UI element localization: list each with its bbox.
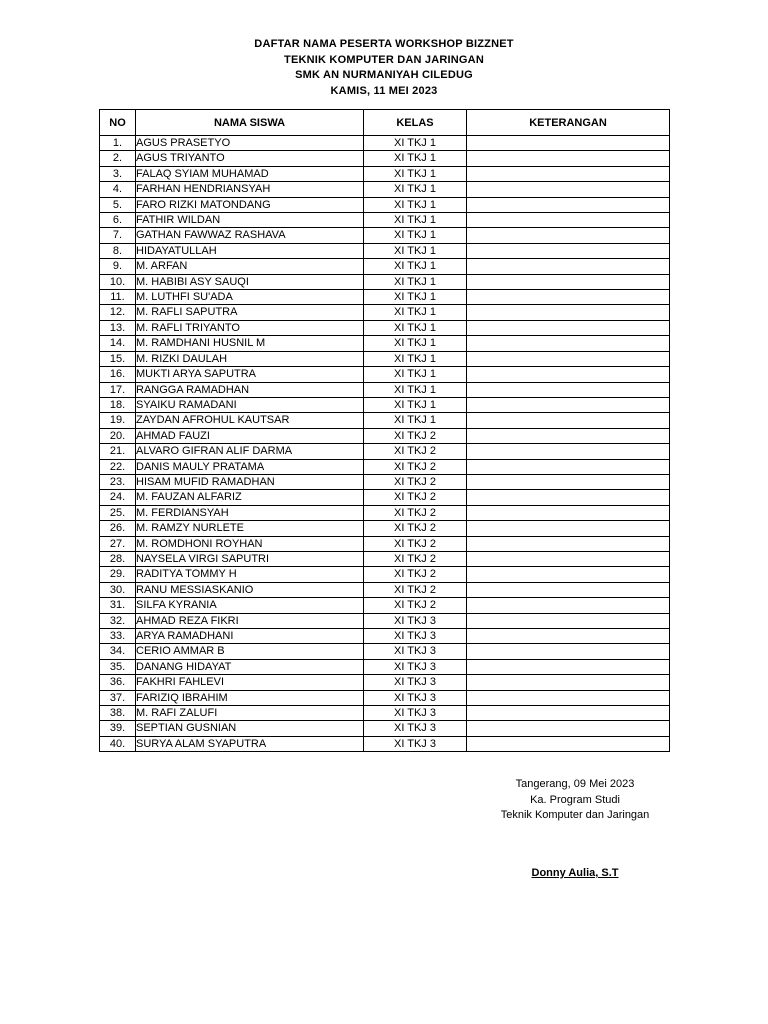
row-number: 13. <box>100 320 136 335</box>
table-row <box>100 336 670 351</box>
table-row <box>100 505 670 520</box>
student-class: XI TKJ 1 <box>364 243 467 258</box>
student-name: MUKTI ARYA SAPUTRA <box>136 367 364 382</box>
table-row <box>100 136 670 151</box>
signature-department: Teknik Komputer dan Jaringan <box>500 809 650 821</box>
row-number: 36. <box>100 675 136 690</box>
row-number: 31. <box>100 598 136 613</box>
table-row <box>100 521 670 536</box>
student-note <box>467 367 670 382</box>
student-class: XI TKJ 1 <box>364 274 467 289</box>
row-number: 9. <box>100 259 136 274</box>
table-row <box>100 290 670 305</box>
table-row <box>100 474 670 489</box>
student-note <box>467 274 670 289</box>
student-note <box>467 490 670 505</box>
student-class: XI TKJ 1 <box>364 351 467 366</box>
table-row <box>100 428 670 443</box>
table-row <box>100 259 670 274</box>
table-row <box>100 320 670 335</box>
row-number: 37. <box>100 690 136 705</box>
student-note <box>467 351 670 366</box>
school-name: SMK AN NURMANIYAH CILEDUG <box>295 69 473 81</box>
student-note <box>467 336 670 351</box>
student-name: M. RIZKI DAULAH <box>136 351 364 366</box>
row-number: 30. <box>100 582 136 597</box>
row-number: 15. <box>100 351 136 366</box>
student-note <box>467 690 670 705</box>
student-name: RANGGA RAMADHAN <box>136 382 364 397</box>
student-note <box>467 582 670 597</box>
student-note <box>467 197 670 212</box>
row-number: 20. <box>100 428 136 443</box>
student-class: XI TKJ 3 <box>364 629 467 644</box>
table-row <box>100 382 670 397</box>
table-row <box>100 228 670 243</box>
row-number: 34. <box>100 644 136 659</box>
table-row <box>100 367 670 382</box>
table-body <box>100 136 670 752</box>
table-row <box>100 351 670 366</box>
student-name: HISAM MUFID RAMADHAN <box>136 474 364 489</box>
student-class: XI TKJ 1 <box>364 228 467 243</box>
student-class: XI TKJ 3 <box>364 659 467 674</box>
table-row <box>100 721 670 736</box>
table-row <box>100 598 670 613</box>
table-row <box>100 644 670 659</box>
student-name: AGUS TRIYANTO <box>136 151 364 166</box>
student-note <box>467 629 670 644</box>
row-number: 38. <box>100 706 136 721</box>
student-class: XI TKJ 2 <box>364 474 467 489</box>
table-row <box>100 629 670 644</box>
student-class: XI TKJ 1 <box>364 305 467 320</box>
row-number: 5. <box>100 197 136 212</box>
department-name: TEKNIK KOMPUTER DAN JARINGAN <box>284 53 484 66</box>
student-note <box>467 613 670 628</box>
document-header <box>0 37 768 99</box>
student-class: XI TKJ 1 <box>364 197 467 212</box>
student-name: FARHAN HENDRIANSYAH <box>136 182 364 197</box>
student-note <box>467 736 670 751</box>
student-name: SILFA KYRANIA <box>136 598 364 613</box>
row-number: 4. <box>100 182 136 197</box>
student-note <box>467 182 670 197</box>
participant-table <box>99 109 670 752</box>
student-name: NAYSELA VIRGI SAPUTRI <box>136 551 364 566</box>
student-name: AGUS PRASETYO <box>136 136 364 151</box>
row-number: 35. <box>100 659 136 674</box>
student-note <box>467 213 670 228</box>
signature-place-date: Tangerang, 09 Mei 2023 <box>515 778 635 790</box>
student-class: XI TKJ 3 <box>364 675 467 690</box>
row-number: 39. <box>100 721 136 736</box>
student-class: XI TKJ 1 <box>364 290 467 305</box>
row-number: 10. <box>100 274 136 289</box>
table-row <box>100 567 670 582</box>
row-number: 23. <box>100 474 136 489</box>
student-name: FARO RIZKI MATONDANG <box>136 197 364 212</box>
student-name: RANU MESSIASKANIO <box>136 582 364 597</box>
student-note <box>467 675 670 690</box>
student-class: XI TKJ 2 <box>364 444 467 459</box>
student-name: SURYA ALAM SYAPUTRA <box>136 736 364 751</box>
student-class: XI TKJ 1 <box>364 166 467 181</box>
student-note <box>467 320 670 335</box>
row-number: 29. <box>100 567 136 582</box>
table-row <box>100 551 670 566</box>
student-class: XI TKJ 2 <box>364 567 467 582</box>
student-name: M. ARFAN <box>136 259 364 274</box>
student-note <box>467 290 670 305</box>
row-number: 3. <box>100 166 136 181</box>
student-name: M. FERDIANSYAH <box>136 505 364 520</box>
student-note <box>467 551 670 566</box>
student-note <box>467 659 670 674</box>
student-class: XI TKJ 1 <box>364 367 467 382</box>
student-name: RADITYA TOMMY H <box>136 567 364 582</box>
student-class: XI TKJ 1 <box>364 136 467 151</box>
row-number: 12. <box>100 305 136 320</box>
student-class: XI TKJ 2 <box>364 459 467 474</box>
student-name: AHMAD REZA FIKRI <box>136 613 364 628</box>
student-class: XI TKJ 3 <box>364 644 467 659</box>
student-class: XI TKJ 1 <box>364 151 467 166</box>
table-row <box>100 490 670 505</box>
row-number: 17. <box>100 382 136 397</box>
table-row <box>100 706 670 721</box>
student-note <box>467 706 670 721</box>
student-name: M. RAMZY NURLETE <box>136 521 364 536</box>
student-note <box>467 474 670 489</box>
student-note <box>467 644 670 659</box>
row-number: 2. <box>100 151 136 166</box>
student-class: XI TKJ 2 <box>364 582 467 597</box>
table-row <box>100 613 670 628</box>
student-name: ZAYDAN AFROHUL KAUTSAR <box>136 413 364 428</box>
student-class: XI TKJ 3 <box>364 613 467 628</box>
row-number: 18. <box>100 397 136 412</box>
student-note <box>467 397 670 412</box>
student-name: M. ROMDHONI ROYHAN <box>136 536 364 551</box>
table-row <box>100 459 670 474</box>
signature-role: Ka. Program Studi <box>530 793 620 806</box>
table-row <box>100 444 670 459</box>
table-row <box>100 675 670 690</box>
student-note <box>467 505 670 520</box>
table-row <box>100 166 670 181</box>
student-note <box>467 444 670 459</box>
student-name: M. RAFLI SAPUTRA <box>136 305 364 320</box>
student-name: SYAIKU RAMADANI <box>136 397 364 412</box>
student-name: ARYA RAMADHANI <box>136 629 364 644</box>
student-note <box>467 166 670 181</box>
row-number: 14. <box>100 336 136 351</box>
student-name: GATHAN FAWWAZ RASHAVA <box>136 228 364 243</box>
row-number: 21. <box>100 444 136 459</box>
row-number: 24. <box>100 490 136 505</box>
row-number: 32. <box>100 613 136 628</box>
student-name: M. RAMDHANI HUSNIL M <box>136 336 364 351</box>
row-number: 25. <box>100 505 136 520</box>
column-header-note: KETERANGAN <box>467 110 670 136</box>
student-class: XI TKJ 1 <box>364 320 467 335</box>
column-header-name: NAMA SISWA <box>136 110 364 136</box>
table-row <box>100 243 670 258</box>
student-name: M. HABIBI ASY SAUQI <box>136 274 364 289</box>
student-class: XI TKJ 3 <box>364 690 467 705</box>
row-number: 28. <box>100 551 136 566</box>
table-row <box>100 582 670 597</box>
student-name: SEPTIAN GUSNIAN <box>136 721 364 736</box>
student-note <box>467 721 670 736</box>
student-note <box>467 567 670 582</box>
table-row <box>100 659 670 674</box>
student-name: FALAQ SYIAM MUHAMAD <box>136 166 364 181</box>
student-class: XI TKJ 3 <box>364 721 467 736</box>
student-note <box>467 151 670 166</box>
table-row <box>100 213 670 228</box>
student-note <box>467 459 670 474</box>
row-number: 19. <box>100 413 136 428</box>
student-note <box>467 243 670 258</box>
student-note <box>467 413 670 428</box>
student-class: XI TKJ 2 <box>364 505 467 520</box>
student-class: XI TKJ 1 <box>364 182 467 197</box>
student-note <box>467 305 670 320</box>
student-note <box>467 259 670 274</box>
row-number: 6. <box>100 213 136 228</box>
student-name: M. LUTHFI SU'ADA <box>136 290 364 305</box>
student-name: FARIZIQ IBRAHIM <box>136 690 364 705</box>
row-number: 26. <box>100 521 136 536</box>
student-name: FAKHRI FAHLEVI <box>136 675 364 690</box>
table-row <box>100 151 670 166</box>
student-class: XI TKJ 2 <box>364 551 467 566</box>
table-row <box>100 274 670 289</box>
student-class: XI TKJ 2 <box>364 536 467 551</box>
row-number: 8. <box>100 243 136 258</box>
table-row <box>100 305 670 320</box>
student-name: ALVARO GIFRAN ALIF DARMA <box>136 444 364 459</box>
row-number: 40. <box>100 736 136 751</box>
student-note <box>467 521 670 536</box>
student-name: M. RAFLI TRIYANTO <box>136 320 364 335</box>
student-note <box>467 536 670 551</box>
student-note <box>467 136 670 151</box>
student-class: XI TKJ 2 <box>364 490 467 505</box>
signature-block <box>470 777 680 824</box>
table-row <box>100 413 670 428</box>
student-class: XI TKJ 1 <box>364 336 467 351</box>
student-name: M. RAFI ZALUFI <box>136 706 364 721</box>
table-row <box>100 197 670 212</box>
student-note <box>467 598 670 613</box>
student-note <box>467 428 670 443</box>
student-class: XI TKJ 1 <box>364 213 467 228</box>
row-number: 22. <box>100 459 136 474</box>
table-row <box>100 397 670 412</box>
student-class: XI TKJ 1 <box>364 382 467 397</box>
student-name: FATHIR WILDAN <box>136 213 364 228</box>
student-class: XI TKJ 3 <box>364 706 467 721</box>
student-class: XI TKJ 2 <box>364 598 467 613</box>
student-note <box>467 228 670 243</box>
column-header-no: NO <box>100 110 136 136</box>
row-number: 7. <box>100 228 136 243</box>
row-number: 11. <box>100 290 136 305</box>
table-header-row <box>100 110 670 136</box>
student-name: AHMAD FAUZI <box>136 428 364 443</box>
student-name: DANIS MAULY PRATAMA <box>136 459 364 474</box>
event-date: KAMIS, 11 MEI 2023 <box>330 84 438 97</box>
document-title: DAFTAR NAMA PESERTA WORKSHOP BIZZNET <box>254 38 514 50</box>
student-name: HIDAYATULLAH <box>136 243 364 258</box>
student-name: CERIO AMMAR B <box>136 644 364 659</box>
student-class: XI TKJ 3 <box>364 736 467 751</box>
student-class: XI TKJ 1 <box>364 413 467 428</box>
table-row <box>100 736 670 751</box>
table-row <box>100 536 670 551</box>
student-class: XI TKJ 2 <box>364 428 467 443</box>
student-class: XI TKJ 1 <box>364 259 467 274</box>
student-name: DANANG HIDAYAT <box>136 659 364 674</box>
row-number: 1. <box>100 136 136 151</box>
student-note <box>467 382 670 397</box>
row-number: 27. <box>100 536 136 551</box>
signer-name: Donny Aulia, S.T <box>531 867 619 879</box>
row-number: 33. <box>100 629 136 644</box>
student-class: XI TKJ 1 <box>364 397 467 412</box>
row-number: 16. <box>100 367 136 382</box>
table-row <box>100 690 670 705</box>
table-row <box>100 182 670 197</box>
student-class: XI TKJ 2 <box>364 521 467 536</box>
column-header-class: KELAS <box>364 110 467 136</box>
student-name: M. FAUZAN ALFARIZ <box>136 490 364 505</box>
